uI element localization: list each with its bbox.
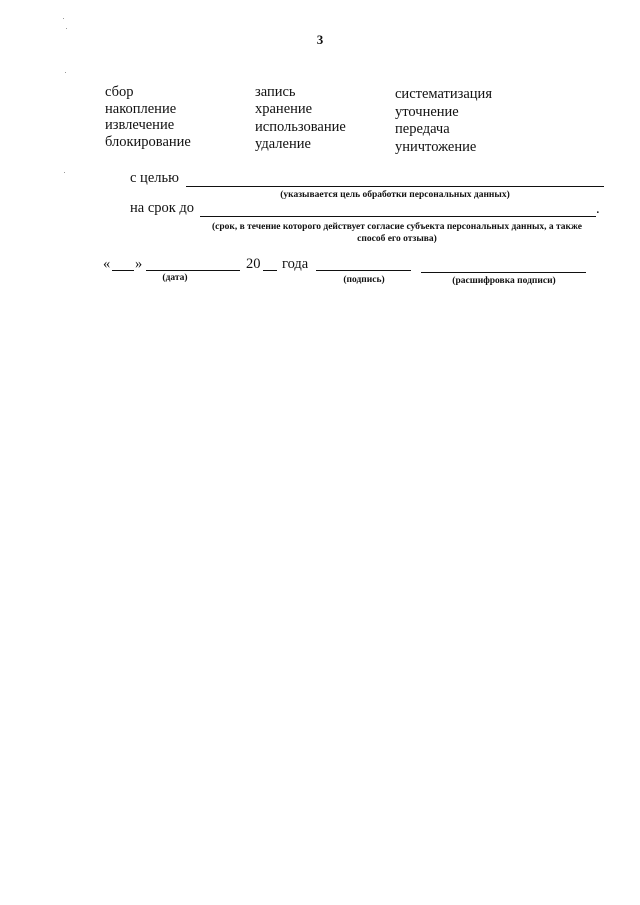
term-caption-line1: (срок, в течение которого действует согласие субъекта персональных данных, а также bbox=[212, 222, 582, 232]
sign-caption: (подпись) bbox=[343, 275, 385, 285]
operation-item: уточнение bbox=[395, 104, 459, 120]
operation-item: запись bbox=[255, 84, 296, 100]
date-quote-close: » bbox=[135, 256, 143, 272]
term-caption-line2: способ его отзыва) bbox=[357, 234, 437, 244]
term-label: на срок до bbox=[130, 200, 195, 216]
day-field[interactable] bbox=[112, 270, 134, 271]
purpose-field[interactable] bbox=[186, 186, 604, 187]
term-field[interactable] bbox=[200, 216, 596, 217]
operation-item: блокирование bbox=[105, 134, 191, 150]
scan-speck bbox=[63, 18, 64, 19]
scan-speck bbox=[65, 72, 66, 73]
scan-speck bbox=[66, 28, 67, 29]
purpose-caption: (указывается цель обработки персональных данных) bbox=[280, 190, 510, 200]
operation-item: использование bbox=[255, 119, 346, 135]
decode-caption: (расшифровка подписи) bbox=[452, 276, 556, 286]
year-suffix: года bbox=[282, 256, 309, 272]
operation-item: удаление bbox=[255, 136, 311, 152]
operation-item: систематизация bbox=[395, 86, 492, 102]
operation-item: уничтожение bbox=[395, 139, 477, 155]
scan-speck bbox=[64, 172, 65, 173]
purpose-label: с целью bbox=[130, 170, 179, 186]
operation-item: извлечение bbox=[105, 117, 175, 133]
signature-field[interactable] bbox=[316, 270, 411, 271]
operation-item: передача bbox=[395, 121, 450, 137]
month-field[interactable] bbox=[146, 270, 240, 271]
page-number: 3 bbox=[316, 32, 324, 47]
signature-decode-field[interactable] bbox=[421, 272, 586, 273]
date-caption: (дата) bbox=[162, 273, 188, 283]
date-quote-open: « bbox=[103, 256, 111, 272]
year-field[interactable] bbox=[263, 270, 277, 271]
operation-item: накопление bbox=[105, 101, 177, 117]
term-end-period: . bbox=[596, 201, 600, 217]
year-prefix: 20 bbox=[246, 256, 261, 272]
operation-item: хранение bbox=[255, 101, 313, 117]
operation-item: сбор bbox=[105, 84, 134, 100]
